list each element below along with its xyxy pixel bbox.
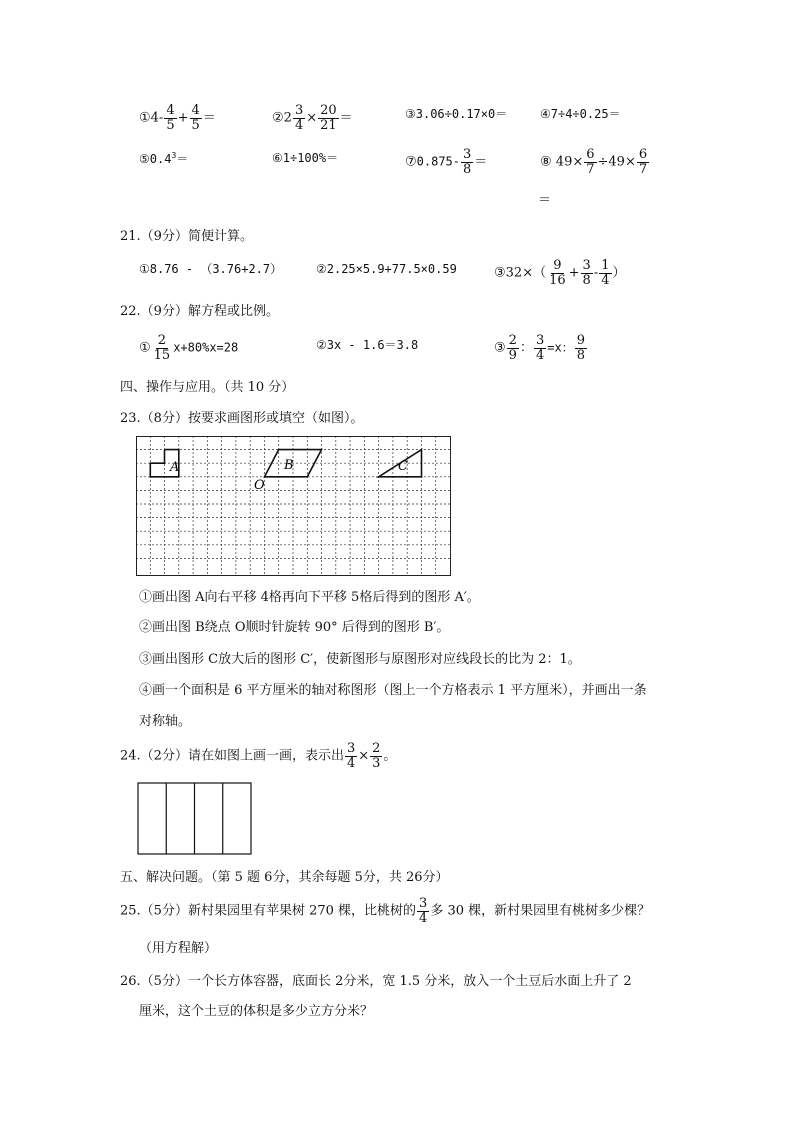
- q26-line-2: 厘米，这个土豆的体积是多少立方分米？: [139, 1004, 374, 1019]
- q21-item-3: ③32×（ $\frac{9}{16}$ + $\frac{3}{8}$ - $\frac{1}{4}$ ）: [494, 258, 626, 288]
- q25-prompt: 25.（5分）新村果园里有苹果树 270 棵，比桃树的 $\frac{3}{4}$ 多 30 棵，新村果园里有桃树多少棵？: [120, 896, 651, 926]
- grid-lines: [136, 436, 450, 575]
- q23-grid-figure: [136, 436, 456, 578]
- q24-prompt: 24.（2分）请在如图上画一画，表示出 $\frac{3}{4}$ × $\frac{2}{3}$ 。: [120, 741, 397, 771]
- label-o: O: [254, 478, 265, 493]
- q22-item-1: ① $\frac{2}{15}$ x+80%x=28: [139, 333, 239, 363]
- label-a: A: [170, 460, 180, 475]
- section-5-heading: 五、解决问题。（第 5 题 6分，其余每题 5分，共 26分）: [120, 870, 449, 885]
- q20-item-1: ①4- $\frac{4}{5}$ + $\frac{4}{5}$ ＝: [139, 103, 216, 133]
- q24-rectangle-figure: [137, 782, 253, 856]
- q23-title: 23.（8分）按要求画图形或填空（如图）。: [120, 411, 364, 426]
- q21-item-1: ①8.76 - （3.76+2.7）: [139, 262, 283, 276]
- q23-item-2: ②画出图 B绕点 O顺时针旋转 90° 后得到的图形 B′。: [139, 620, 450, 635]
- q20-item-5: $⑤0.4^3=$: [139, 151, 189, 166]
- q20-item-6: ⑥1÷100%＝: [272, 151, 339, 165]
- q22-title: 22.（9分）解方程或比例。: [120, 304, 279, 319]
- q23-item-4-cont: 对称轴。: [139, 714, 192, 729]
- q21-title: 21.（9分）简便计算。: [120, 229, 253, 244]
- q20-item-3: ③3.06÷0.17×0＝: [405, 107, 508, 121]
- label-c: C: [398, 459, 408, 474]
- q20-item-7: ⑦0.875- $\frac{3}{8}$ ＝: [405, 147, 488, 177]
- q21-item-2: ②2.25×5.9+77.5×0.59: [316, 262, 457, 276]
- q20-item-8-equals: ＝: [538, 193, 552, 208]
- q23-item-4: ④画一个面积是 6 平方厘米的轴对称图形（图上一个方格表示 1 平方厘米），并画出一条: [139, 683, 647, 698]
- q26-line-1: 26.（5分）一个长方体容器，底面长 2分米，宽 1.5 分米，放入一个土豆后水面上升了 2: [120, 974, 632, 989]
- q22-item-3: ③ $\frac{2}{9}$ ： $\frac{3}{4}$ =x： $\frac{9}{8}$: [494, 333, 585, 363]
- q23-item-3: ③画出图形 C放大后的图形 C′，使新图形与原图形对应线段长的比为 2：1。: [139, 652, 581, 667]
- label-b: B: [284, 458, 294, 473]
- q20-item-8: ⑧ 49× $\frac{6}{7}$ ÷49× $\frac{6}{7}$: [540, 147, 648, 177]
- q20-item-2: ②2 $\frac{3}{4}$ × $\frac{20}{21}$ ＝: [272, 103, 353, 133]
- q25-note: （用方程解）: [139, 941, 218, 956]
- q20-item-4: ④7÷4÷0.25＝: [540, 107, 621, 121]
- q23-item-1: ①画出图 A向右平移 4格再向下平移 5格后得到的图形 A′。: [139, 590, 480, 605]
- section-4-heading: 四、操作与应用。（共 10 分）: [120, 380, 295, 395]
- q22-item-2: ②3x - 1.6＝3.8: [316, 338, 419, 352]
